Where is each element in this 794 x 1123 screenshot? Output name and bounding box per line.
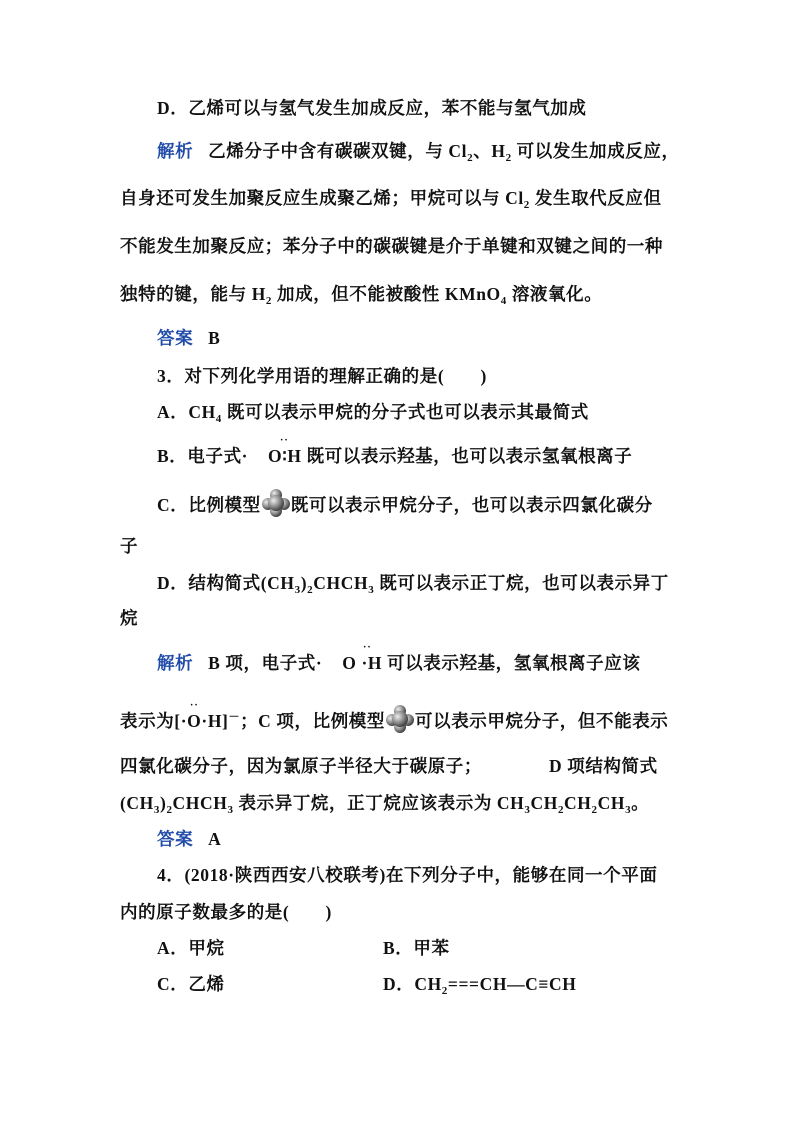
q3-analysis-line-3b: D 项结构简式: [549, 756, 658, 776]
q2-analysis-line-4: 独特的键，能与 $H_2$ 加成，但不能被酸性 KMnO$_4$ 溶液氧化。: [120, 284, 603, 307]
q3-analysis-line-4: $(CH_3)_2CHCH_3$ 表示异丁烷，正丁烷应该表示为 $CH_3CH_2CH_2CH_3$。: [120, 793, 650, 816]
q3-analysis-line-2: 表示为[·O·H]－；C 项，比例模型 可以表示甲烷分子，但不能表示: [120, 712, 668, 734]
q4-option-d: D．$CH_2===CH—C\equiv CH$: [383, 974, 577, 997]
q2-analysis-line-1: 解析 乙烯分子中含有碳碳双键，与 $Cl_2$、$H_2$ 可以发生加成反应，: [157, 141, 680, 164]
q3-option-a: A．$CH_4$ 既可以表示甲烷的分子式也可以表示其最简式: [157, 402, 589, 425]
q3-option-d-wrap: 烷: [120, 608, 139, 628]
q3-option-b: B．电子式· O∶H 既可以表示羟基，也可以表示氢氧根离子: [157, 446, 633, 466]
q4-option-a: A．甲烷: [157, 938, 225, 958]
analysis-label: 解析: [157, 653, 194, 673]
answer-label: 答案: [157, 328, 194, 348]
q3-stem: 3．对下列化学用语的理解正确的是( ): [157, 366, 487, 386]
q2-analysis-line-2: 自身还可发生加聚反应生成聚乙烯；甲烷可以与 $Cl_2$ 发生取代反应但: [120, 188, 662, 211]
q4-stem-line-2: 内的原子数最多的是( ): [120, 902, 332, 922]
q4-stem-line-1: 4．(2018·陕西西安八校联考)在下列分子中，能够在同一个平面: [157, 865, 658, 885]
space-filling-model-icon: [385, 704, 415, 734]
lone-pair-dots: ··: [280, 435, 289, 446]
answer-label: 答案: [157, 829, 194, 849]
space-filling-model-icon: [261, 488, 291, 518]
q3-analysis-line-3: 四氯化碳分子，因为氯原子半径大于碳原子；: [120, 756, 482, 776]
q4-option-c: C．乙烯: [157, 974, 225, 994]
q2-answer: 答案 B: [157, 328, 221, 348]
lone-pair-dots: ··: [190, 700, 199, 711]
q2-option-d: D．乙烯可以与氢气发生加成反应，苯不能与氢气加成: [157, 98, 587, 118]
q3-option-c: C．比例模型 既可以表示甲烷分子，也可以表示四氯化碳分: [157, 496, 653, 518]
q3-option-d: D．结构简式$(CH_3)_2CHCH_3$ 既可以表示正丁烷，也可以表示异丁: [157, 573, 669, 596]
q3-answer: 答案 A: [157, 829, 222, 849]
q4-option-b: B．甲苯: [383, 938, 450, 958]
q2-analysis-line-3: 不能发生加聚反应；苯分子中的碳碳键是介于单键和双键之间的一种: [120, 236, 663, 256]
analysis-label: 解析: [157, 141, 194, 161]
q3-analysis-line-1: 解析 B 项，电子式· O ·H 可以表示羟基，氢氧根离子应该: [157, 653, 641, 673]
lone-pair-dots: ··: [363, 642, 372, 653]
q3-option-c-wrap: 子: [120, 536, 139, 556]
